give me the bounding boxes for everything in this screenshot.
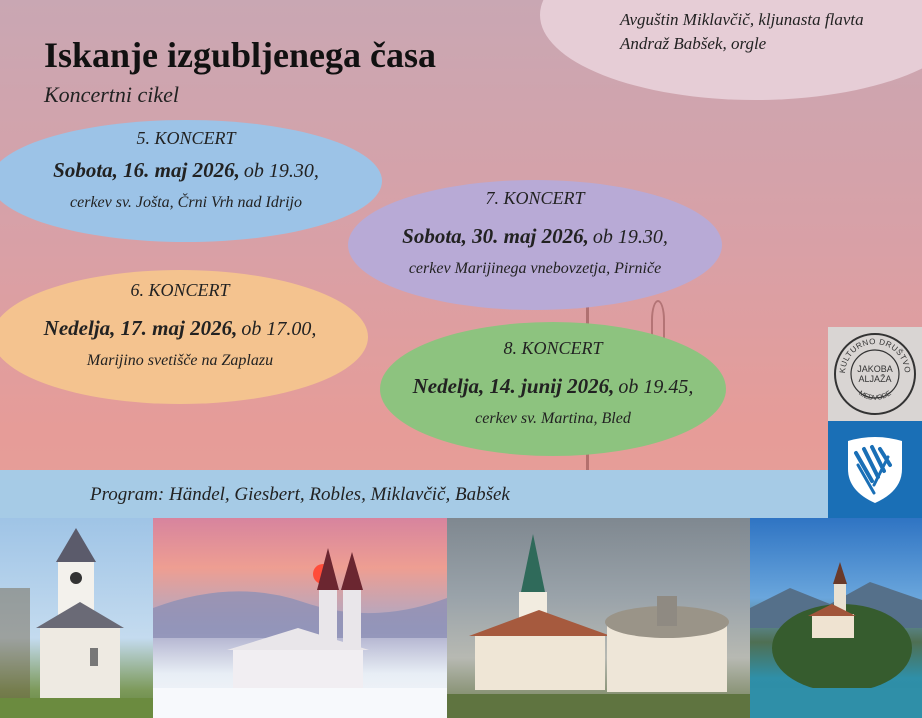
seal-arc-bottom: MEDVODE (857, 390, 893, 402)
page-subtitle: Koncertni cikel (44, 82, 180, 107)
seal-logo-icon (832, 331, 918, 417)
concert-6-date: Nedelja, 17. maj 2026, (43, 316, 238, 340)
page-title: Iskanje izgubljenega časa (44, 35, 437, 75)
church-photo-4 (750, 518, 922, 718)
concert-6-bubble (0, 270, 368, 404)
church-4-illustration (750, 518, 922, 718)
concert-5-date: Sobota, 16. maj 2026, (53, 158, 240, 182)
concert-6-datetime (0, 316, 368, 341)
concert-8-bubble (380, 322, 726, 456)
shield-logo-icon (844, 435, 906, 505)
church-photo-3 (447, 518, 750, 718)
church-photo-1 (0, 518, 153, 718)
concert-5-number: 5. KONCERT (136, 128, 236, 148)
seal-line-3: ALJAŽA (858, 374, 892, 384)
concert-5-place: cerkev sv. Jošta, Črni Vrh nad Idrijo (70, 194, 302, 211)
concert-7-time: ob 19.30, (592, 226, 668, 248)
church-1-illustration (0, 518, 153, 718)
concert-5-datetime (0, 158, 382, 183)
concert-5-time: ob 19.30, (243, 160, 319, 182)
concert-8-place: cerkev sv. Martina, Bled (475, 410, 631, 427)
concert-8-number: 8. KONCERT (503, 338, 603, 358)
performer-1: Avguštin Miklavčič, kljunasta flavta (620, 10, 864, 29)
church-photo-2 (153, 518, 447, 718)
performers (620, 8, 864, 56)
concert-7-place: cerkev Marijinega vnebovzetja, Pirniče (408, 260, 662, 277)
seal-arc-top: KULTURNO DRUŠTVO (837, 336, 913, 374)
concert-5-bubble (0, 120, 382, 242)
concert-8-datetime (380, 374, 726, 399)
concert-8-date: Nedelja, 14. junij 2026, (412, 374, 615, 398)
church-3-illustration (447, 518, 750, 718)
svg-text:MEDVODE (857, 390, 893, 402)
program-text: Program: Händel, Giesbert, Robles, Miklavčič, Babšek (90, 484, 510, 505)
concert-6-place: Marijino svetišče na Zaplazu (86, 352, 274, 369)
concert-8-time: ob 19.45, (618, 376, 694, 398)
concert-7-datetime (348, 224, 722, 249)
concert-6-time: ob 17.00, (241, 318, 317, 340)
church-2-illustration (153, 518, 447, 718)
seal-logo (828, 327, 922, 421)
seal-line-2: JAKOBA (857, 364, 893, 374)
concert-6-number: 6. KONCERT (130, 280, 230, 300)
performer-2: Andraž Babšek, orgle (620, 34, 767, 53)
concert-7-number: 7. KONCERT (485, 188, 585, 208)
concert-7-bubble (348, 180, 722, 310)
concert-7-date: Sobota, 30. maj 2026, (402, 224, 589, 248)
shield-logo (828, 421, 922, 518)
